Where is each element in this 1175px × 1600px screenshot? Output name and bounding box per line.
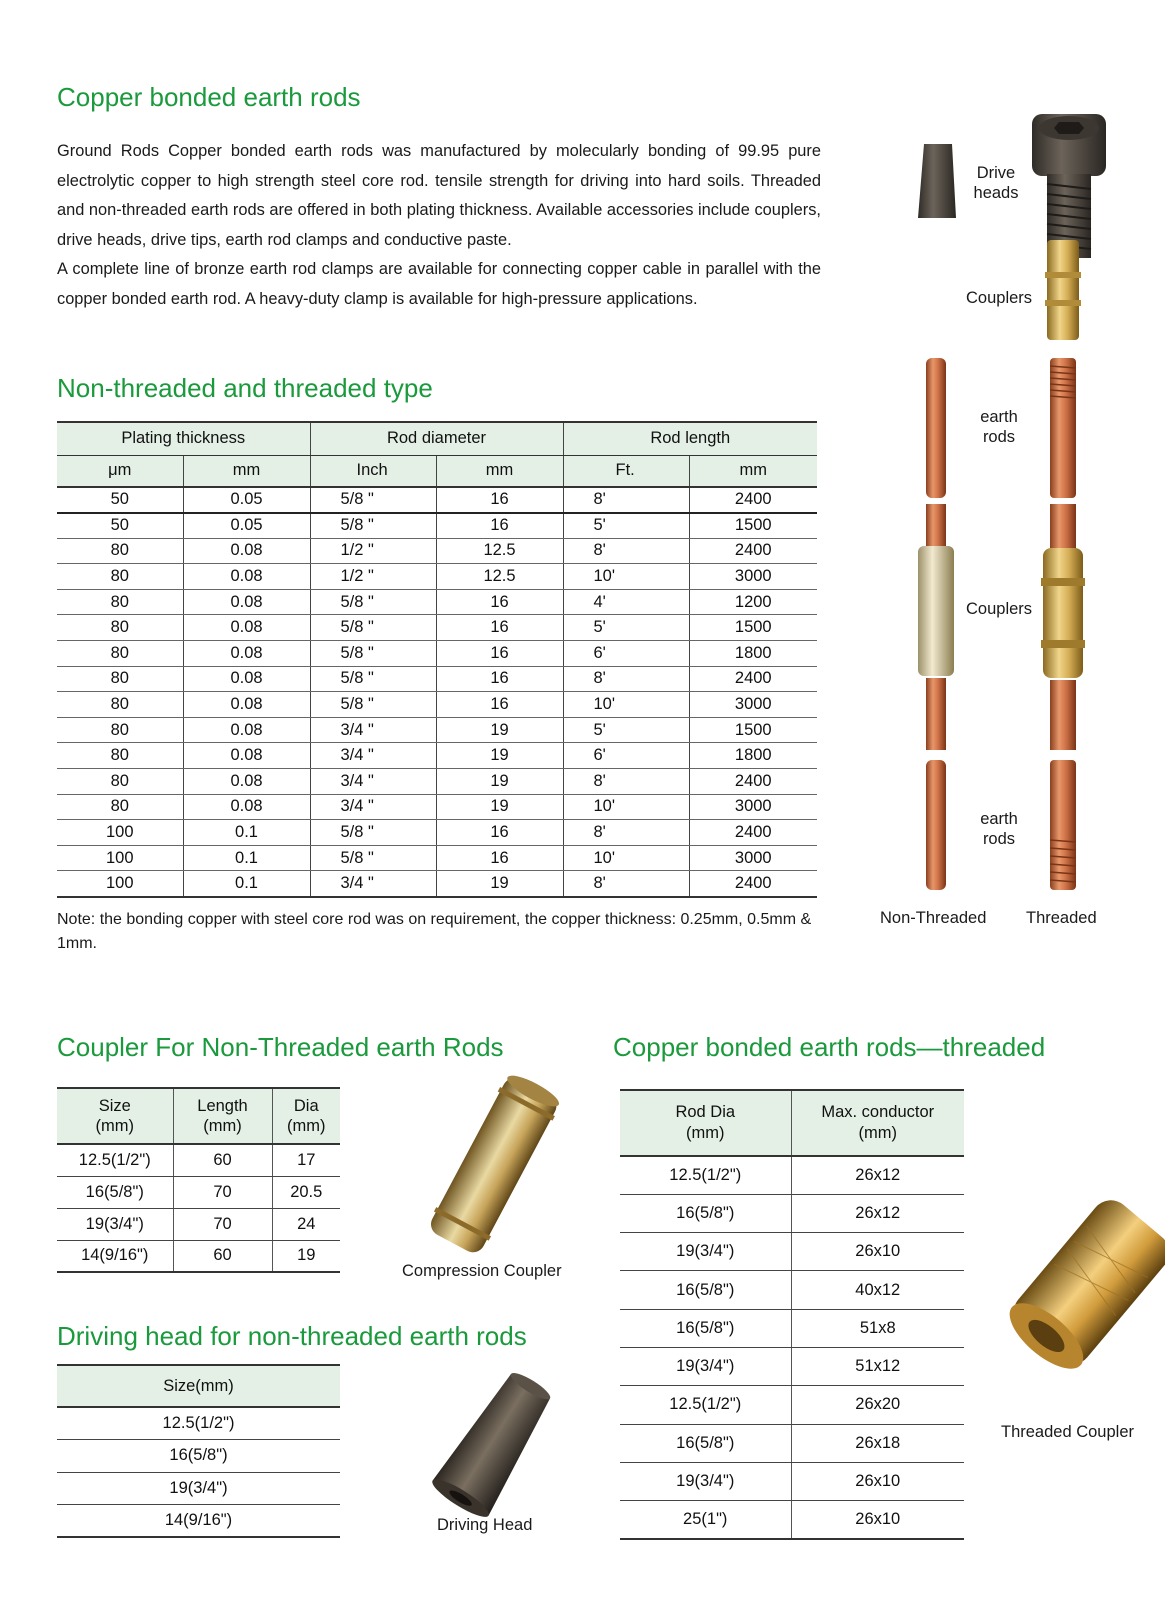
coupler-top-icon [1045,240,1081,340]
table-cell: 2400 [689,820,817,846]
table-cell: 16(5/8") [620,1424,791,1462]
sub-header: mm [183,455,310,487]
header-line: (mm) [95,1117,134,1135]
table-cell: 3000 [689,564,817,590]
label-threaded: Threaded [1026,909,1097,927]
table-cell: 1800 [689,743,817,769]
table-cell: 10' [563,794,689,820]
table-cell: 14(9/16") [57,1240,173,1272]
label-couplers-mid: Couplers [966,600,1033,618]
table-cell: 0.1 [183,845,310,871]
table-cell: 8' [563,538,689,564]
table-cell: 70 [173,1176,272,1208]
sub-header: μm [57,455,183,487]
table-cell: 16(5/8") [620,1309,791,1347]
driving-head-icon [420,1368,570,1518]
table-row [620,1309,964,1347]
table-cell: 12.5 [436,538,563,564]
threaded-rod-icon [1041,358,1085,890]
rod-spec-table [57,421,817,898]
table-cell: 19(3/4") [57,1472,340,1505]
table-cell: 0.08 [183,641,310,667]
label-line: rods [982,830,1016,848]
table-cell: 16 [436,615,563,641]
table-cell: 16 [436,845,563,871]
table-cell: 16 [436,666,563,692]
table-cell: 80 [57,589,183,615]
table-cell: 5' [563,513,689,539]
group-header-plating: Plating thickness [57,422,310,455]
label-line: earth [980,810,1018,828]
group-header-length: Rod length [563,422,817,455]
table-cell: 0.1 [183,820,310,846]
table-cell: 26x18 [791,1424,964,1462]
table-cell: 51x12 [791,1347,964,1385]
intro-paragraph-1: Ground Rods Copper bonded earth rods was manufactured by molecularly bonding of 99.95 pure electrolytic copper to high strength steel core rod. tensile strength for driving into hard soils. Threaded and non-threaded earth rods are offered in both plating thickness. Available accessories include couplers, drive heads, drive tips, earth rod clamps and conductive paste. [57,142,821,249]
sub-header: mm [436,455,563,487]
table-cell: 5/8 " [310,589,436,615]
table-cell: 26x12 [791,1194,964,1232]
table-row [57,794,817,820]
table-row [57,666,817,692]
table-cell: 3/4 " [310,717,436,743]
table-row [57,871,817,897]
label-non-threaded: Non-Threaded [880,909,987,927]
threaded-header [791,1090,964,1156]
table-cell: 19 [436,871,563,897]
table-row [57,1440,340,1473]
table-cell: 0.08 [183,743,310,769]
table-cell: 10' [563,564,689,590]
table-cell: 12.5(1/2") [620,1156,791,1194]
table-cell: 40x12 [791,1271,964,1309]
table-row [57,487,817,513]
table-cell: 3000 [689,692,817,718]
table-row [620,1194,964,1232]
table-cell: 0.08 [183,615,310,641]
table-row [57,769,817,795]
table-cell: 3/4 " [310,769,436,795]
table-cell: 0.08 [183,666,310,692]
table-cell: 26x20 [791,1386,964,1424]
table-cell: 80 [57,564,183,590]
table-cell: 3/4 " [310,794,436,820]
table-cell: 80 [57,717,183,743]
section-title-coupler: Coupler For Non-Threaded earth Rods [57,1032,504,1062]
sub-header: Ft. [563,455,689,487]
table-cell: 16 [436,820,563,846]
table-cell: 5/8 " [310,820,436,846]
drive-bolt-icon [1032,114,1106,258]
table-cell: 8' [563,666,689,692]
table-cell: 2400 [689,871,817,897]
threaded-header [620,1090,791,1156]
table-cell: 1500 [689,615,817,641]
table-cell: 1/2 " [310,564,436,590]
table-row [620,1233,964,1271]
table-cell: 16 [436,692,563,718]
table-cell: 100 [57,845,183,871]
table-row [57,820,817,846]
section-title-non-threaded-threaded: Non-threaded and threaded type [57,373,433,403]
table-cell: 0.08 [183,538,310,564]
threaded-coupler-icon [1005,1200,1165,1380]
table-cell: 16 [436,641,563,667]
group-header-diameter: Rod diameter [310,422,563,455]
table-cell: 19 [436,794,563,820]
table-cell: 1500 [689,513,817,539]
header-line: Rod Dia [675,1103,736,1121]
driving-head-table [57,1364,340,1538]
table-cell: 19 [436,743,563,769]
table-cell: 60 [173,1144,272,1176]
coupler-header [57,1088,173,1144]
table-cell: 60 [173,1240,272,1272]
table-row [57,615,817,641]
table-cell: 0.08 [183,692,310,718]
label-line: heads [973,184,1019,202]
table-cell: 3000 [689,794,817,820]
coupler-table [57,1087,340,1273]
table-cell: 80 [57,615,183,641]
header-line: Length [197,1097,248,1115]
table-row [57,1472,340,1505]
table-cell: 1800 [689,641,817,667]
table-cell: 5/8 " [310,641,436,667]
table-row [620,1271,964,1309]
table-cell: 3/4 " [310,871,436,897]
table-row [620,1156,964,1194]
table-cell: 8' [563,769,689,795]
header-line: (mm) [287,1117,326,1135]
table-cell: 16 [436,487,563,513]
table-cell: 26x10 [791,1233,964,1271]
table-cell: 100 [57,871,183,897]
table-row [57,845,817,871]
table-cell: 0.1 [183,871,310,897]
table-row [57,641,817,667]
table-cell: 16(5/8") [620,1194,791,1232]
table-cell: 70 [173,1208,272,1240]
table-cell: 20.5 [272,1176,340,1208]
table-cell: 1500 [689,717,817,743]
table-cell: 0.05 [183,513,310,539]
table-cell: 8' [563,820,689,846]
caption-driving-head: Driving Head [437,1516,533,1534]
section-title-driving-head: Driving head for non-threaded earth rods [57,1321,527,1351]
header-line: Size [98,1097,131,1115]
table-cell: 80 [57,666,183,692]
section-title-copper-bonded: Copper bonded earth rods [57,82,361,112]
table-row [620,1424,964,1462]
table-cell: 16 [436,589,563,615]
table-cell: 12.5(1/2") [620,1386,791,1424]
table-cell: 0.05 [183,487,310,513]
driving-head-header: Size(mm) [57,1365,340,1407]
table-cell: 19(3/4") [620,1233,791,1271]
table-cell: 5/8 " [310,615,436,641]
table-row [57,743,817,769]
table-row [57,1208,340,1240]
header-line: (mm) [858,1124,897,1142]
table-cell: 16 [436,513,563,539]
sub-header: mm [689,455,817,487]
table-cell: 2400 [689,538,817,564]
table-cell: 17 [272,1144,340,1176]
table-cell: 80 [57,641,183,667]
table-cell: 2400 [689,769,817,795]
table-cell: 16(5/8") [57,1440,340,1473]
table-cell: 5/8 " [310,666,436,692]
table-cell: 0.08 [183,589,310,615]
table-row [620,1347,964,1385]
note-text: Note: the bonding copper with steel core rod was on requirement, the copper thickness: 0.25mm, 0.5mm & 1mm. [57,911,812,952]
table-cell: 50 [57,513,183,539]
table-row [57,564,817,590]
sub-header: Inch [310,455,436,487]
table-cell: 5/8 " [310,692,436,718]
table-cell: 19(3/4") [620,1462,791,1500]
table-cell: 10' [563,845,689,871]
table-row [57,538,817,564]
table-row [620,1386,964,1424]
section-title-threaded: Copper bonded earth rods—threaded [613,1032,1046,1062]
table-cell: 1/2 " [310,538,436,564]
table-cell: 5/8 " [310,487,436,513]
label-line: Drive [976,164,1016,182]
table-cell: 8' [563,871,689,897]
table-cell: 26x12 [791,1156,964,1194]
table-cell: 0.08 [183,564,310,590]
label-line: rods [982,428,1016,446]
table-cell: 2400 [689,666,817,692]
caption-threaded-coupler: Threaded Coupler [1001,1423,1134,1441]
drive-head-icon [918,144,956,218]
table-cell: 5/8 " [310,513,436,539]
table-row [57,1240,340,1272]
header-line: Dia [293,1097,319,1115]
table-row [57,717,817,743]
table-cell: 19 [436,717,563,743]
table-cell: 3/4 " [310,743,436,769]
table-cell: 80 [57,692,183,718]
label-line: earth [980,408,1018,426]
compression-coupler-icon [400,1070,580,1270]
table-cell: 19 [436,769,563,795]
table-cell: 1200 [689,589,817,615]
table-cell: 12.5 [436,564,563,590]
table-cell: 26x10 [791,1462,964,1500]
table-cell: 6' [563,641,689,667]
table-cell: 5/8 " [310,845,436,871]
table-cell: 50 [57,487,183,513]
non-threaded-rod-icon [918,358,954,890]
table-cell: 16(5/8") [57,1176,173,1208]
table-row [57,692,817,718]
table-cell: 2400 [689,487,817,513]
table-cell: 5' [563,615,689,641]
table-row [57,1407,340,1440]
table-row [620,1462,964,1500]
table-row [57,513,817,539]
header-line: (mm) [203,1117,242,1135]
table-cell: 0.08 [183,794,310,820]
table-cell: 24 [272,1208,340,1240]
label-earth-rods-bottom [970,809,1028,849]
table-cell: 19(3/4") [57,1208,173,1240]
table-cell: 12.5(1/2") [57,1144,173,1176]
table-cell: 19 [272,1240,340,1272]
table-cell: 12.5(1/2") [57,1407,340,1440]
label-couplers-top: Couplers [966,289,1033,307]
table-cell: 80 [57,769,183,795]
table-cell: 51x8 [791,1309,964,1347]
table-row [57,1144,340,1176]
table-cell: 16(5/8") [620,1271,791,1309]
table-cell: 0.08 [183,769,310,795]
table-cell: 26x10 [791,1501,964,1539]
intro-text [57,137,821,314]
table-cell: 25(1") [620,1501,791,1539]
coupler-header [173,1088,272,1144]
label-earth-rods-top [970,407,1028,447]
table-cell: 6' [563,743,689,769]
caption-compression-coupler: Compression Coupler [402,1262,562,1280]
threaded-table [620,1089,964,1540]
table-row [57,1176,340,1208]
coupler-header [272,1088,340,1144]
table-cell: 19(3/4") [620,1347,791,1385]
table-row [57,1505,340,1538]
table-cell: 3000 [689,845,817,871]
table-row [57,589,817,615]
table-cell: 100 [57,820,183,846]
table-cell: 14(9/16") [57,1505,340,1538]
table-cell: 10' [563,692,689,718]
header-line: (mm) [686,1124,725,1142]
table-cell: 80 [57,794,183,820]
table-cell: 80 [57,743,183,769]
table-cell: 80 [57,538,183,564]
intro-paragraph-2: A complete line of bronze earth rod clamps are available for connecting copper cable in parallel with the copper bonded earth rod. A heavy-duty clamp is available for high-pressure applications. [57,260,821,308]
label-drive-heads [968,163,1024,203]
table-cell: 5' [563,717,689,743]
table-cell: 8' [563,487,689,513]
header-line: Max. conductor [821,1103,935,1121]
table-cell: 4' [563,589,689,615]
table-row [620,1501,964,1539]
table-cell: 0.08 [183,717,310,743]
